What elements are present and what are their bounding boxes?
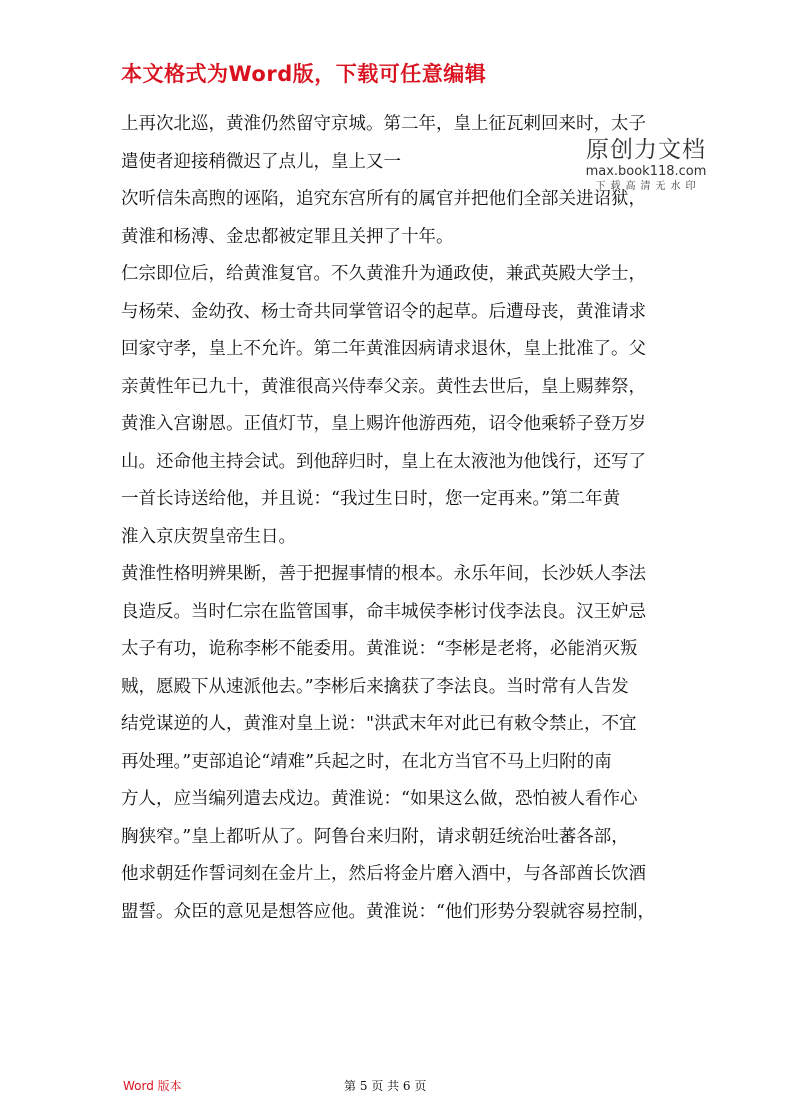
text-line: 结党谋逆的人，黄淮对皇上说："洪武末年对此已有敕令禁止，不宜 bbox=[121, 714, 637, 734]
text-line: 亲黄性年已九十，黄淮很高兴侍奉父亲。黄性去世后，皇上赐葬祭， bbox=[121, 376, 646, 397]
text-line: 方人，应当编列遣去戍边。黄淮说：“如果这么做，恐怕被人看作心 bbox=[121, 789, 638, 809]
text-line: 上再次北巡，黄淮仍然留守京城。第二年，皇上征瓦剌回来时，太子 bbox=[121, 114, 646, 134]
footer-page-number: 第 5 页 共 6 页 bbox=[344, 1079, 427, 1093]
text-line: 黄淮性格明辨果断，善于把握事情的根本。永乐年间，长沙妖人李法 bbox=[121, 564, 646, 584]
document-header-title: 本文格式为Word版，下载可任意编辑 bbox=[121, 62, 487, 86]
footer-word-version: Word 版本 bbox=[123, 1079, 182, 1093]
text-line: 良造反。当时仁宗在监管国事，命丰城侯李彬讨伐李法良。汉王妒忌 bbox=[121, 601, 646, 622]
text-line: 与杨荣、金幼孜、杨士奇共同掌管诏令的起草。后遭母丧，黄淮请求 bbox=[121, 301, 646, 322]
text-line: 仁宗即位后，给黄淮复官。不久黄淮升为通政使，兼武英殿大学士， bbox=[121, 264, 646, 284]
watermark-subtitle: 下载高清无水印 bbox=[595, 181, 701, 192]
text-line: 山。还命他主持会试。到他辞归时，皇上在太液池为他饯行，还写了 bbox=[121, 451, 646, 472]
text-line: 淮入京庆贺皇帝生日。 bbox=[121, 526, 296, 547]
text-line: 胸狭窄。”皇上都听从了。阿鲁台来归附，请求朝廷统治吐蕃各部， bbox=[121, 826, 629, 847]
text-line: 一首长诗送给他，并且说：“我过生日时，您一定再来。”第二年黄 bbox=[121, 489, 621, 509]
text-line: 他求朝廷作誓词刻在金片上，然后将金片磨入酒中，与各部酋长饮酒 bbox=[121, 864, 646, 884]
document-body bbox=[121, 106, 676, 931]
text-line: 盟誓。众臣的意见是想答应他。黄淮说：“他们形势分裂就容易控制， bbox=[121, 901, 655, 922]
text-line: 黄淮入宫谢恩。正值灯节，皇上赐许他游西苑，诏令他乘轿子登万岁 bbox=[121, 414, 646, 434]
text-line: 遣使者迎接稍微迟了点儿，皇上又一 bbox=[121, 151, 401, 172]
text-line: 贼，愿殿下从速派他去。”李彬后来擒获了李法良。当时常有人告发 bbox=[121, 676, 629, 697]
text-line: 太子有功，诡称李彬不能委用。黄淮说：“李彬是老将，必能消灭叛 bbox=[121, 639, 638, 659]
text-line: 黄淮和杨溥、金忠都被定罪且关押了十年。 bbox=[121, 226, 454, 247]
text-line: 次听信朱高煦的诬陷，追究东宫所有的属官并把他们全部关进诏狱， bbox=[121, 189, 646, 209]
watermark-title: 原创力文档 bbox=[586, 137, 706, 163]
text-line: 回家守孝，皇上不允许。第二年黄淮因病请求退休，皇上批准了。父 bbox=[121, 339, 646, 359]
text-line: 再处理。”吏部追论“靖难”兵起之时，在北方当官不马上归附的南 bbox=[121, 751, 612, 772]
watermark-url: max.book118.com bbox=[585, 164, 707, 179]
